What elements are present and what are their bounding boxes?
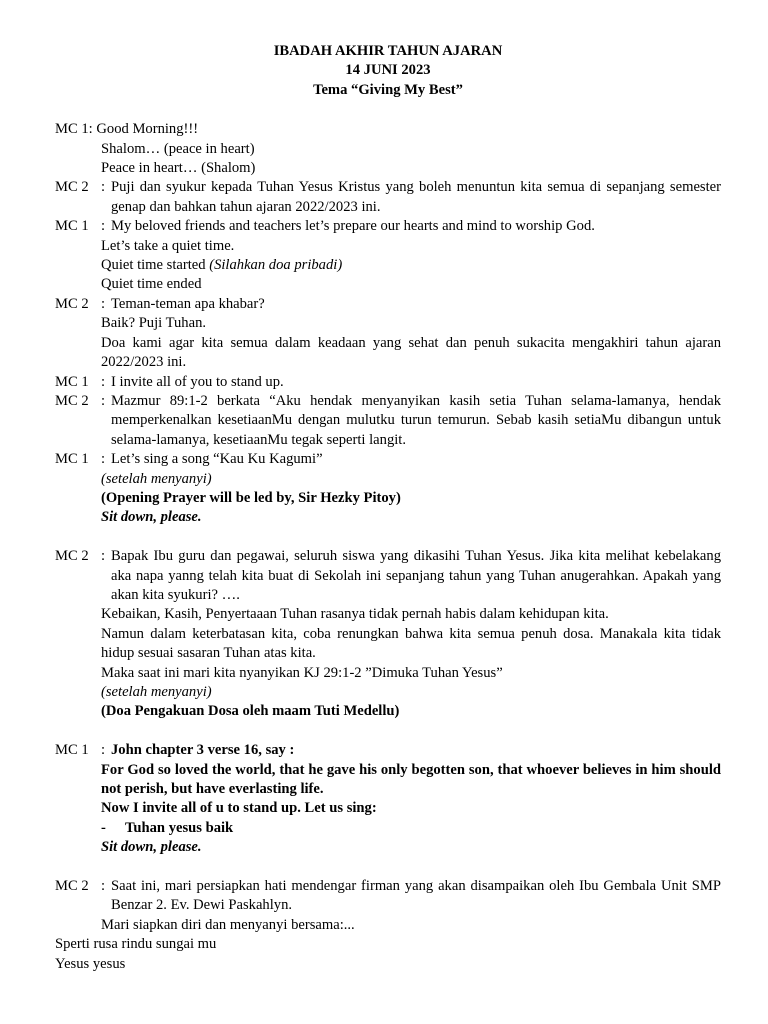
entry-text: Saat ini, mari persiapkan hati mendengar firman yang akan disampaikan oleh Ibu Gembala Unit SMP Benzar 2. Ev. Dewi Paskahlyn. bbox=[111, 878, 721, 914]
speaker-colon: : bbox=[101, 878, 106, 895]
stage-direction: (setelah menyanyi) bbox=[101, 470, 212, 487]
entry-text: Teman-teman apa khabar? bbox=[111, 295, 265, 312]
stage-direction: (Silahkan doa pribadi) bbox=[209, 257, 343, 274]
script-entry bbox=[55, 178, 721, 217]
speaker-colon: : bbox=[101, 295, 106, 312]
entry-text: John chapter 3 verse 16, say : bbox=[111, 742, 295, 759]
stage-direction: (setelah menyanyi) bbox=[101, 683, 212, 700]
speaker-label: MC 2 bbox=[55, 392, 89, 409]
speaker-label: MC 2 bbox=[55, 548, 89, 565]
speaker-colon: : bbox=[101, 373, 106, 390]
document-title: IBADAH AKHIR TAHUN AJARAN bbox=[273, 43, 503, 59]
bible-verse: For God so loved the world, that he gave his only begotten son, that whoever believes in him should not perish, but have everlasting life. bbox=[101, 761, 721, 797]
song-title: Tuhan yesus baik bbox=[125, 819, 234, 836]
entry-text: Puji dan syukur kepada Tuhan Yesus Kristus yang boleh menuntun kita semua di sepanjang semester genap dan bahkan tahun ajaran 2022/2023 ini. bbox=[111, 179, 721, 215]
speaker-label: MC 1 bbox=[55, 742, 89, 759]
script-entry bbox=[55, 547, 721, 605]
prayer-note: (Opening Prayer will be led by, Sir Hezky Pitoy) bbox=[101, 489, 401, 506]
entry-text: Good Morning!!! bbox=[96, 121, 199, 138]
entry-line: Mari siapkan diri dan menyanyi bersama:... bbox=[101, 916, 355, 933]
entry-line: Let’s take a quiet time. bbox=[101, 237, 235, 254]
entry-line bbox=[55, 256, 721, 275]
speaker-label: MC 2 bbox=[55, 878, 89, 895]
entry-text: Bapak Ibu guru dan pegawai, seluruh siswa yang dikasihi Tuhan Yesus. Jika kita melihat kebelakang aka napa yanng telah kita buat di Sekolah ini sepanjang tahun yang Tuhan anugerahkan. Apakah yang akan kita syukuri? …. bbox=[111, 548, 721, 603]
entry-text: Quiet time started bbox=[101, 257, 210, 274]
song-list-item bbox=[55, 819, 721, 838]
entry-text: Let’s sing a song “Kau Ku Kagumi” bbox=[111, 451, 323, 468]
script-entry bbox=[55, 373, 721, 392]
speaker-colon: : bbox=[101, 548, 106, 565]
bullet-dash: - bbox=[101, 819, 106, 836]
entry-text: My beloved friends and teachers let’s prepare our hearts and mind to worship God. bbox=[111, 218, 595, 235]
document-theme: Tema “Giving My Best” bbox=[313, 81, 463, 98]
speaker-colon: : bbox=[101, 392, 106, 409]
entry-line: Shalom… (peace in heart) bbox=[101, 140, 255, 157]
script-entry bbox=[55, 877, 721, 916]
speaker-colon: : bbox=[101, 451, 106, 468]
instruction: Sit down, please. bbox=[101, 839, 202, 856]
entry-line: Maka saat ini mari kita nyanyikan KJ 29:1-2 ”Dimuka Tuhan Yesus” bbox=[101, 664, 503, 681]
script-entry bbox=[55, 741, 721, 760]
document-page bbox=[55, 42, 721, 974]
script-entry bbox=[55, 450, 721, 469]
speaker-label: MC 2 bbox=[55, 179, 89, 196]
entry-line: Quiet time ended bbox=[101, 276, 202, 293]
speaker-colon: : bbox=[101, 179, 106, 196]
speaker-label: MC 1 bbox=[55, 373, 89, 390]
entry-line: Doa kami agar kita semua dalam keadaan yang sehat dan penuh sukacita mengakhiri tahun ajaran 2022/2023 ini. bbox=[101, 334, 721, 371]
prayer-note: (Doa Pengakuan Dosa oleh maam Tuti Medellu) bbox=[101, 703, 400, 720]
script-entry bbox=[55, 295, 721, 314]
script-entry bbox=[55, 120, 721, 139]
speaker-label: MC 2 bbox=[55, 295, 89, 312]
entry-text: Mazmur 89:1-2 berkata “Aku hendak menyanyikan kasih setia Tuhan selama-lamanya, hendak memperkenalkan kesetiaanMu dengan mulutku turun temurun. Sebab kasih setiaMu dibangun untuk selama-lamanya, kesetiaanMu tegak seperti langit. bbox=[111, 392, 721, 448]
song-lyric-line: Yesus yesus bbox=[55, 955, 126, 972]
entry-line: Now I invite all of u to stand up. Let us sing: bbox=[101, 800, 377, 817]
entry-line: Peace in heart… (Shalom) bbox=[101, 160, 256, 177]
speaker-label: MC 1 bbox=[55, 218, 89, 235]
speaker-colon: : bbox=[101, 742, 106, 759]
instruction: Sit down, please. bbox=[101, 509, 202, 526]
entry-line: Kebaikan, Kasih, Penyertaaan Tuhan rasanya tidak pernah habis dalam kehidupan kita. bbox=[101, 606, 609, 623]
speaker-colon: : bbox=[101, 218, 106, 235]
document-date: 14 JUNI 2023 bbox=[345, 62, 431, 79]
entry-line: Baik? Puji Tuhan. bbox=[101, 315, 207, 332]
entry-line: Namun dalam keterbatasan kita, coba renungkan bahwa kita semua penuh dosa. Manakala kita tidak hidup sesuai sasaran Tuhan atas kita. bbox=[101, 625, 721, 662]
speaker-label: MC 1: bbox=[55, 121, 97, 138]
speaker-label: MC 1 bbox=[55, 451, 89, 468]
script-entry bbox=[55, 217, 721, 236]
script-entry bbox=[55, 392, 721, 450]
entry-text: I invite all of you to stand up. bbox=[111, 373, 284, 390]
song-lyric-line: Sperti rusa rindu sungai mu bbox=[55, 936, 217, 953]
